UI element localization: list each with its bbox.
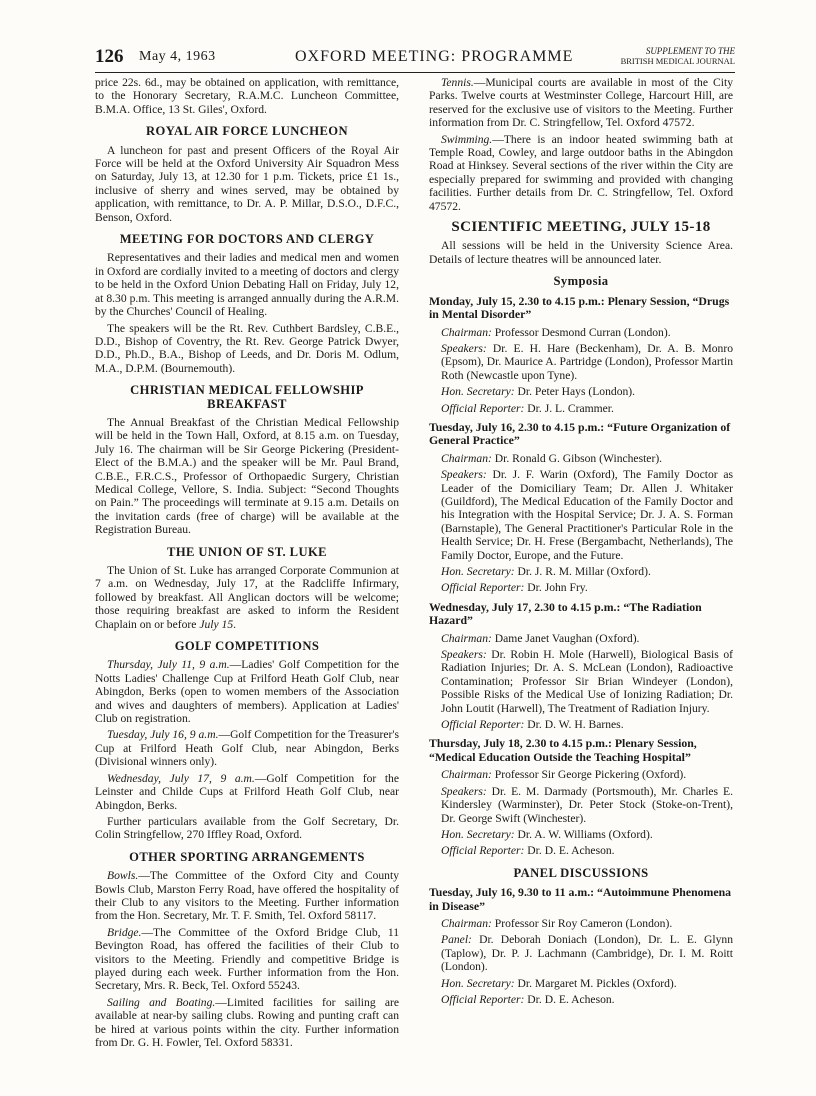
- s3-rep-label: Official Reporter:: [441, 718, 525, 732]
- p1-sec-name: Dr. Margaret M. Pickles (Oxford).: [514, 976, 677, 990]
- s4-speakers-list: Dr. E. M. Darmady (Portsmouth), Mr. Charles E. Kindersley (Warminster), Dr. Peter Stock (Stoke-on-Trent), Dr. George Swift (Winchester).: [441, 784, 733, 825]
- running-title: OXFORD MEETING: PROGRAMME: [295, 48, 574, 65]
- panel-1-title: Tuesday, July 16, 9.30 to 11 a.m.: “Autoimmune Phenomena in Disease”: [429, 885, 732, 913]
- s2-chair-label: Chairman:: [441, 451, 492, 465]
- s4-sec-name: Dr. A. W. Williams (Oxford).: [514, 827, 653, 841]
- scientific-paragraph: All sessions will be held in the University Science Area. Details of lecture theatres will be announced later.: [429, 239, 733, 266]
- sailing-text: —Limited facilities for sailing are available at near-by sailing clubs. Rowing and punting craft can be hired at various points within the city. Further information from Dr. G. H. Fowler, Tel. Oxford 58331.: [95, 995, 399, 1049]
- s3-chair: [441, 632, 733, 645]
- p1-sec-label: Hon. Secretary:: [441, 976, 515, 990]
- s3-speakers-label: Speakers:: [441, 648, 487, 662]
- s1-sec-name: Dr. Peter Hays (London).: [514, 385, 636, 399]
- s1-speakers: [441, 342, 733, 382]
- tennis-item: [429, 76, 733, 130]
- luke-heading: THE UNION OF ST. LUKE: [167, 544, 327, 559]
- symposia-heading: Symposia: [553, 274, 609, 289]
- symposium-3-title: Wednesday, July 17, 2.30 to 4.15 p.m.: “The Radiation Hazard”: [429, 599, 702, 628]
- s3-chair-name: Dame Janet Vaughan (Oxford).: [491, 631, 640, 645]
- luke-date: July 15: [199, 617, 234, 631]
- p1-rep-label: Official Reporter:: [441, 992, 525, 1006]
- bridge-text: —The Committee of the Oxford Bridge Club, 11 Bevington Road, has offered the facilities of their Club to visitors to the Meeting. Friendly and competitive Bridge is played during each week. Further information from the Hon. Secretary, Mrs. R. Beck, Tel. Oxford 55243.: [95, 925, 399, 993]
- s2-sec-label: Hon. Secretary:: [441, 565, 515, 578]
- swim-label: Swimming.: [441, 132, 493, 146]
- golf-1-text: —Ladies' Golf Competition for the Notts Ladies' Challenge Cup at Frilford Heath Golf Club, near Abingdon, Berks (open to women members of the Association and wives and daughters of members). Application at Ladies' Club on registration.: [95, 658, 399, 726]
- s3-speakers: [441, 648, 733, 715]
- swim-item: [429, 133, 733, 213]
- golf-item-1: [95, 658, 399, 725]
- sailing-label: Sailing and Boating.: [107, 995, 216, 1009]
- s3-rep-name: Dr. D. W. H. Barnes.: [524, 718, 624, 732]
- s2-speakers-label: Speakers:: [441, 468, 487, 482]
- s2-sec-name: Dr. J. R. M. Millar (Oxford).: [514, 565, 651, 578]
- supplement-line-2: BRITISH MEDICAL JOURNAL: [620, 56, 735, 66]
- s4-sec-label: Hon. Secretary:: [441, 827, 515, 841]
- golf-1-time: Thursday, July 11, 9 a.m.: [107, 658, 230, 672]
- s2-secretary: [441, 565, 733, 578]
- bridge-item: [95, 926, 399, 993]
- s2-chair-name: Dr. Ronald G. Gibson (Winchester).: [491, 451, 663, 465]
- left-column: [95, 76, 399, 1052]
- s4-reporter: [441, 844, 733, 857]
- s1-speakers-list: Dr. E. H. Hare (Beckenham), Dr. A. B. Monro (Epsom), Dr. Maurice A. Partridge (London), Professor Martin Roth (Newcastle upon Tyne).: [441, 341, 733, 382]
- golf-heading: GOLF COMPETITIONS: [174, 639, 320, 654]
- s4-rep-name: Dr. D. E. Acheson.: [524, 844, 615, 858]
- tennis-text: —Municipal courts are available in most of the City Parks. Twelve courts at Westminster College, Harcourt Hill, are reserved for the exclusive use of visitors to the Meeting. Further information from Dr. C. Stringfellow, Tel. Oxford 47572.: [429, 76, 733, 130]
- s4-chair-label: Chairman:: [441, 768, 492, 782]
- symposium-4-title: Thursday, July 18, 2.30 to 4.15 p.m.: Plenary Session, “Medical Education Outside the Teaching Hospital”: [429, 736, 697, 764]
- golf-3-time: Wednesday, July 17, 9 a.m.: [107, 771, 255, 785]
- tennis-label: Tennis.: [441, 76, 474, 89]
- sailing-item: [95, 996, 399, 1050]
- cmf-paragraph: The Annual Breakfast of the Christian Medical Fellowship will be held in the Town Hall, Oxford, at 8.15 a.m. on Tuesday, July 16. The chairman will be Sir George Pickering (President-Elect of the B.M.A.) and the speaker will be Mr. Paul Brand, C.B.E., F.R.C.S., Professor of Orthopaedic Surgery, Christian Medical College, Vellore, S. India. Subject: “Second Thoughts on Pain.” The proceedings will terminate at 9.15 a.m. Details on the invitation cards (free of charge) will be available at the Registration Bureau.: [95, 415, 399, 537]
- luke-paragraph: [95, 564, 399, 631]
- supplement-line-1: SUPPLEMENT TO THE: [645, 46, 735, 56]
- symposium-1-title: Monday, July 15, 2.30 to 4.15 p.m.: Plenary Session, “Drugs in Mental Disorder”: [429, 293, 730, 322]
- clergy-paragraph-1: Representatives and their ladies and medical men and women in Oxford are cordially invited to a meeting of doctors and clergy to be held in the Oxford Union Debating Hall on Friday, July 12, at 8.30 p.m. This meeting is arranged annually during the A.R.M. by the Churches' Council of Healing.: [95, 251, 399, 319]
- luke-end: .: [233, 617, 237, 631]
- bridge-label: Bridge.: [107, 925, 142, 939]
- right-column: [429, 76, 733, 1009]
- s3-speakers-list: Dr. Robin H. Mole (Harwell), Biological Basis of Radiation Injuries; Dr. A. S. McLean (London), Radioactive Contamination; Professor Sir Brian Windeyer (London), Possible Risks of the Medical Use of Ionizing Radiation; Dr. John Loutit (Harwell), The Treatment of Radiation Injury.: [441, 648, 733, 715]
- s1-chair: [441, 326, 733, 339]
- s1-sec-label: Hon. Secretary:: [441, 385, 515, 399]
- s1-speakers-label: Speakers:: [441, 341, 487, 355]
- raf-paragraph: A luncheon for past and present Officers of the Royal Air Force will be held at the Oxford University Air Squadron Mess on Saturday, July 13, at 12.30 for 1 p.m. Tickets, price £1 1s., inclusive of sherry and wines served, may be obtained by application, with remittance, to Dr. A. P. Millar, D.S.O., D.F.C., Benson, Oxford.: [95, 143, 399, 224]
- s1-chair-name: Professor Desmond Curran (London).: [491, 325, 671, 339]
- bowls-text: —The Committee of the Oxford City and County Bowls Club, Marston Ferry Road, have offered the hospitality of their Club to any visitors to the Meeting. Further information from the Hon. Secretary, Mr. T. F. Smith, Tel. Oxford 58117.: [95, 869, 399, 923]
- s2-speakers: [441, 468, 733, 562]
- bowls-label: Bowls.: [107, 869, 139, 883]
- p1-reporter: [441, 993, 733, 1006]
- p1-panel-list: Dr. Deborah Doniach (London), Dr. L. E. Glynn (Taplow), Dr. P. J. Lachmann (Cambridge), Dr. I. M. Roitt (London).: [441, 933, 733, 974]
- s4-rep-label: Official Reporter:: [441, 844, 525, 858]
- s4-chair-name: Professor Sir George Pickering (Oxford).: [491, 768, 687, 782]
- s2-rep-name: Dr. John Fry.: [524, 581, 588, 595]
- p1-secretary: [441, 977, 733, 990]
- golf-2-time: Tuesday, July 16, 9 a.m.: [107, 728, 219, 742]
- s2-rep-label: Official Reporter:: [441, 581, 525, 595]
- symposium-2-title: Tuesday, July 16, 2.30 to 4.15 p.m.: “Future Organization of General Practice”: [429, 419, 731, 448]
- s2-chair: [441, 452, 733, 465]
- p1-panel: [441, 933, 733, 973]
- s3-reporter: [441, 718, 733, 731]
- p1-rep-name: Dr. D. E. Acheson.: [524, 992, 615, 1006]
- s2-speakers-list: Dr. J. F. Warin (Oxford), The Family Doctor as Leader of the Domiciliary Team; Dr. Allen J. Whitaker (Guildford), The Medical Education of the Family Doctor and his Integration with the Hospital Service; Dr. J. A. S. Forman (Barnstaple), The General Practitioner's Particular Role in the Health Service; Dr. H. Frese (Bergambacht, Netherlands), The Family Doctor, Europe, and the Future.: [441, 468, 733, 562]
- clergy-paragraph-2: The speakers will be the Rt. Rev. Cuthbert Bardsley, C.B.E., D.D., Bishop of Coventry, the Rt. Rev. George Patrick Dwyer, D.D., Ph.D., B.A., Bishop of Leeds, and Dr. Doris M. Odlum, M.A., D.P.M. (Bournemouth).: [95, 321, 399, 375]
- cmf-heading: CHRISTIAN MEDICAL FELLOWSHIP BREAKFAST: [130, 383, 364, 411]
- luke-text: The Union of St. Luke has arranged Corporate Communion at 7 a.m. on Wednesday, July 17, at the Radcliffe Infirmary, followed by breakfast. All Anglican doctors will be welcome; those requiring breakfast are asked to inform the Resident Chaplain on or before: [95, 564, 399, 631]
- s2-reporter: [441, 581, 733, 594]
- page-header: [95, 44, 735, 73]
- supplement-label: [575, 46, 735, 66]
- s4-secretary: [441, 828, 733, 841]
- clergy-heading: MEETING FOR DOCTORS AND CLERGY: [119, 232, 375, 247]
- s4-speakers: [441, 785, 733, 825]
- panel-heading: PANEL DISCUSSIONS: [513, 865, 649, 880]
- scientific-heading: SCIENTIFIC MEETING, JULY 15-18: [451, 219, 711, 236]
- s1-rep-name: Dr. J. L. Crammer.: [524, 401, 614, 415]
- raf-heading: ROYAL AIR FORCE LUNCHEON: [146, 124, 348, 139]
- s1-rep-label: Official Reporter:: [441, 401, 525, 415]
- golf-2-text: —Golf Competition for the Treasurer's Cup at Frilford Heath Golf Club, near Abingdon, Berks (Divisional winners only).: [95, 728, 399, 769]
- s4-speakers-label: Speakers:: [441, 784, 487, 798]
- s3-chair-label: Chairman:: [441, 631, 492, 645]
- golf-item-3: [95, 772, 399, 812]
- s4-chair: [441, 768, 733, 781]
- p1-panel-label: Panel:: [441, 933, 472, 947]
- golf-item-2: [95, 728, 399, 768]
- golf-further: Further particulars available from the Golf Secretary, Dr. Colin Stringfellow, 270 Iffley Road, Oxford.: [95, 814, 399, 842]
- bowls-item: [95, 869, 399, 923]
- intro-paragraph: price 22s. 6d., may be obtained on application, with remittance, to the Honorary Secretary, R.A.M.C. Luncheon Committee, B.M.A. Office, 13 St. Giles', Oxford.: [95, 76, 399, 116]
- swim-text: —There is an indoor heated swimming bath at Temple Road, Cowley, and large outdoor baths in the Abingdon Road at Hinksey. Several sections of the river within the City are especially prepared for swimming and provided with changing facilities. Further details from Dr. C. Stringfellow, Tel. Oxford 47572.: [429, 132, 733, 213]
- s1-secretary: [441, 385, 733, 398]
- p1-chair-name: Professor Sir Roy Cameron (London).: [491, 916, 673, 930]
- sport-heading: OTHER SPORTING ARRANGEMENTS: [129, 849, 365, 864]
- issue-date: May 4, 1963: [139, 49, 216, 64]
- p1-chair: [441, 917, 733, 930]
- page-number: 126: [95, 46, 124, 67]
- golf-3-text: —Golf Competition for the Leinster and Childe Cups at Frilford Heath Golf Club, near Abingdon, Berks.: [95, 771, 399, 812]
- s1-reporter: [441, 402, 733, 415]
- s1-chair-label: Chairman:: [441, 325, 492, 339]
- p1-chair-label: Chairman:: [441, 916, 492, 930]
